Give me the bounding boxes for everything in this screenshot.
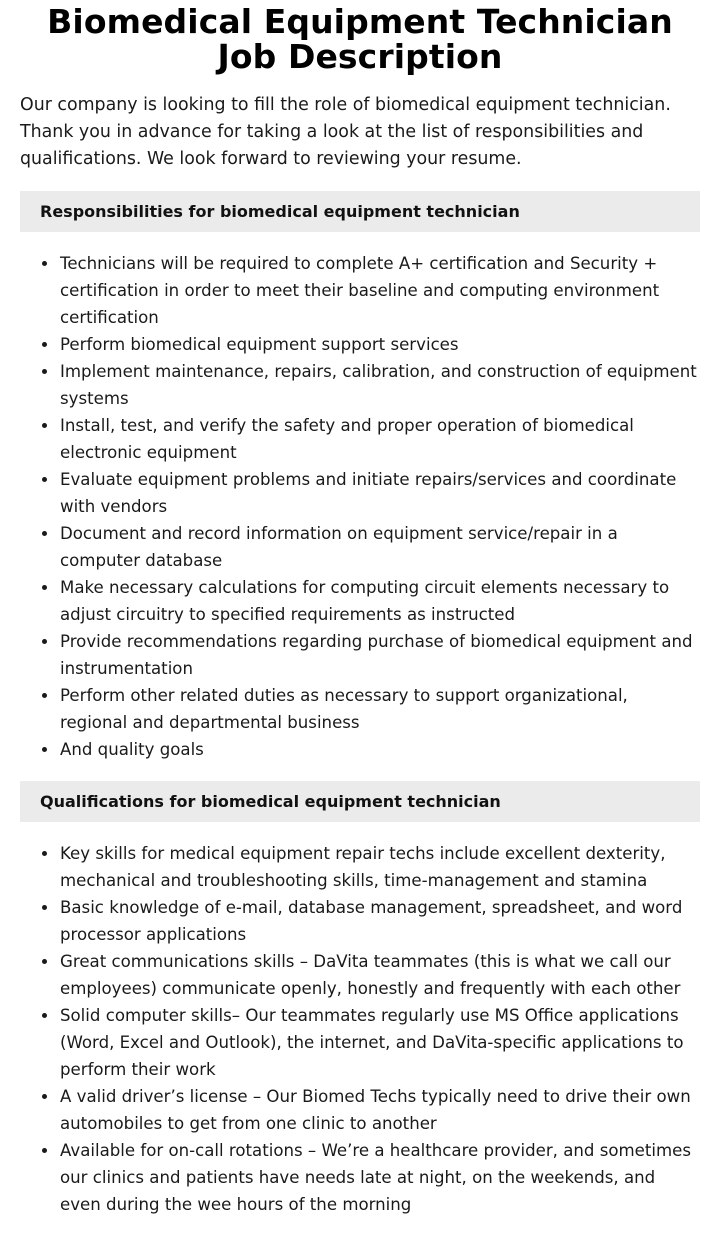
list-item: Provide recommendations regarding purchase of biomedical equipment and instrumentation [60, 628, 700, 682]
list-item: Document and record information on equipment service/repair in a computer database [60, 520, 700, 574]
list-item: Solid computer skills– Our teammates regularly use MS Office applications (Word, Excel and Outlook), the internet, and DaVita-specific applications to perform their work [60, 1002, 700, 1083]
list-item: And quality goals [60, 736, 700, 763]
qualifications-heading-label: Qualifications for biomedical equipment technician [40, 792, 501, 811]
intro-paragraph: Our company is looking to fill the role of biomedical equipment technician. Thank you in advance for taking a look at the list of responsibilities and qualifications. We look forward to reviewing your resume. [20, 95, 671, 169]
page-title: Biomedical Equipment Technician Job Description [47, 2, 673, 76]
responsibilities-heading [20, 191, 700, 232]
list-item: Perform biomedical equipment support services [60, 331, 700, 358]
list-item: Great communications skills – DaVita teammates (this is what we call our employees) communicate openly, honestly and frequently with each other [60, 948, 700, 1002]
list-item: Perform other related duties as necessary to support organizational, regional and departmental business [60, 682, 700, 736]
list-item: Make necessary calculations for computing circuit elements necessary to adjust circuitry to specified requirements as instructed [60, 574, 700, 628]
responsibilities-list [20, 250, 700, 763]
list-item: A valid driver’s license – Our Biomed Techs typically need to drive their own automobiles to get from one clinic to another [60, 1083, 700, 1137]
list-item: Technicians will be required to complete A+ certification and Security + certification in order to meet their baseline and computing environment certification [60, 250, 700, 331]
list-item: Available for on-call rotations – We’re a healthcare provider, and sometimes our clinics and patients have needs late at night, on the weekends, and even during the wee hours of the morning [60, 1137, 700, 1218]
list-item: Implement maintenance, repairs, calibration, and construction of equipment systems [60, 358, 700, 412]
list-item: Install, test, and verify the safety and proper operation of biomedical electronic equipment [60, 412, 700, 466]
job-description-page [0, 4, 720, 1218]
qualifications-list [20, 840, 700, 1218]
list-item: Basic knowledge of e-mail, database management, spreadsheet, and word processor applications [60, 894, 700, 948]
responsibilities-heading-label: Responsibilities for biomedical equipment technician [40, 202, 520, 221]
qualifications-heading [20, 781, 700, 822]
list-item: Evaluate equipment problems and initiate repairs/services and coordinate with vendors [60, 466, 700, 520]
list-item: Key skills for medical equipment repair techs include excellent dexterity, mechanical and troubleshooting skills, time-management and stamina [60, 840, 700, 894]
